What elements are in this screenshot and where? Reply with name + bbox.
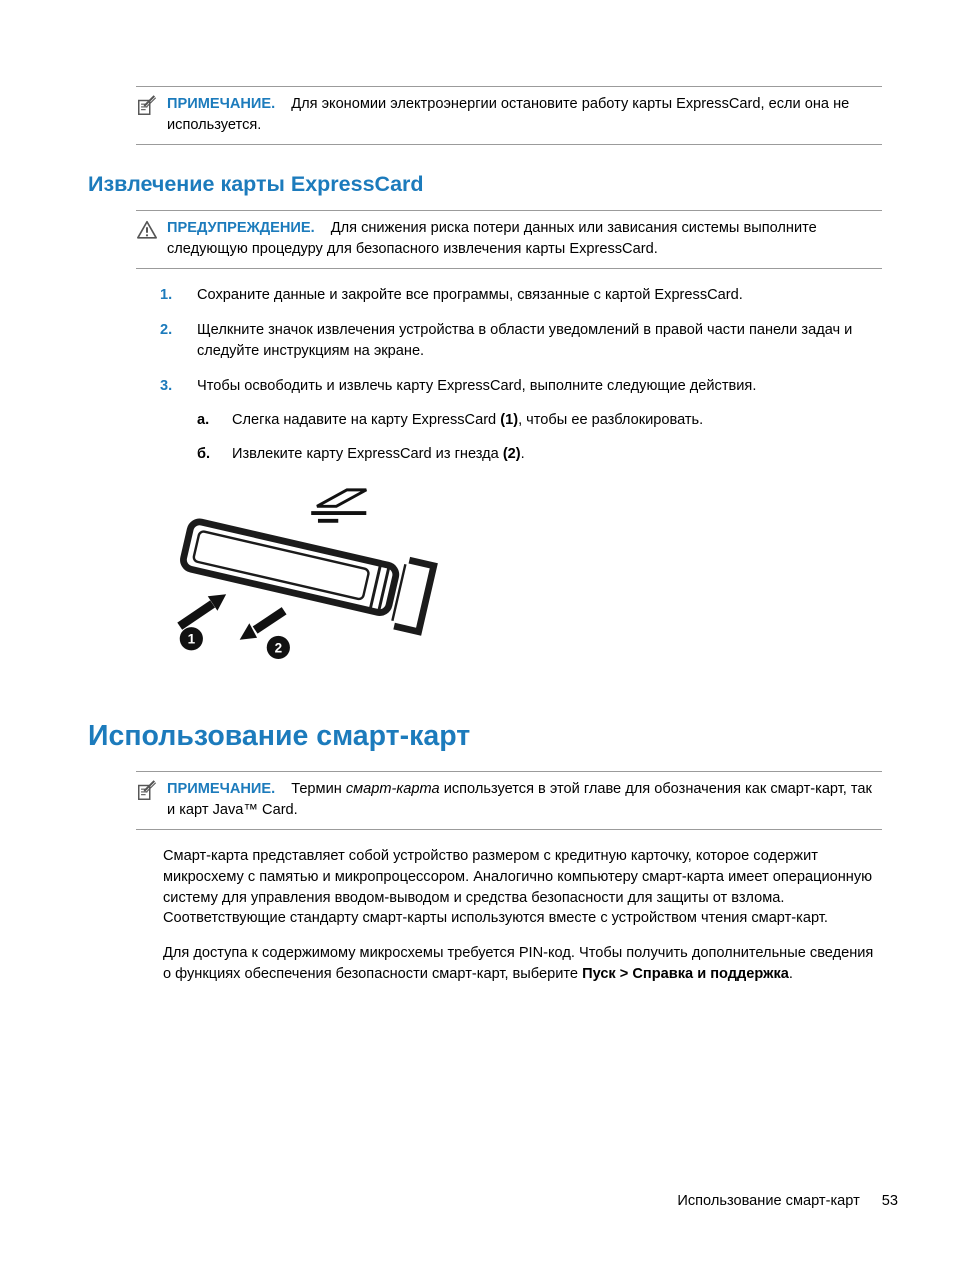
expresscard-card <box>179 510 433 631</box>
substep-b-text <box>232 444 525 465</box>
substep-a <box>197 410 882 431</box>
removal-steps <box>88 285 882 464</box>
footer-section-label: Использование смарт-карт <box>677 1193 860 1210</box>
step-1-number: 1. <box>160 287 173 304</box>
smart-card-pin-info <box>163 943 882 984</box>
caution-paragraph <box>167 218 882 259</box>
pin-info-post: . <box>788 965 793 982</box>
note-text-term: смарт-карта <box>345 780 440 797</box>
step-2-text: Щелкните значок извлечения устройства в области уведомлений в правой части панели задач и следуйте инструкциям на экране. <box>197 322 853 359</box>
substep-b-letter: б. <box>197 445 211 462</box>
step-3 <box>160 376 882 397</box>
arrow-1 <box>180 594 226 626</box>
step-1 <box>160 285 882 306</box>
step-2-number: 2. <box>160 322 173 339</box>
substep-b-callout: (2) <box>502 445 521 462</box>
substep-b <box>197 444 882 465</box>
note-label: ПРИМЕЧАНИЕ. <box>167 780 276 797</box>
section-title-smart-cards: Использование смарт-карт <box>88 720 471 753</box>
substep-a-text <box>232 410 703 431</box>
step-3-number: 3. <box>160 377 173 394</box>
note-text-post: используется в этой главе для обозначения как смарт-карт, так и карт Java™ Card. <box>167 780 872 818</box>
arrow-2 <box>240 610 284 639</box>
expresscard-removal-illustration <box>172 479 882 675</box>
note-label: ПРИМЕЧАНИЕ. <box>167 96 276 112</box>
step-1-text: Сохраните данные и закройте все программы, связанные с картой ExpressCard. <box>197 287 743 304</box>
substep-a-pre: Слегка надавите на карту ExpressCard <box>232 412 501 429</box>
note-block-expresscard-power <box>136 86 882 145</box>
note-text: Для экономии электроэнергии остановите работу карты ExpressCard, если она не используется. <box>167 96 850 133</box>
callout-2-label: 2 <box>274 639 283 655</box>
caution-text: Для снижения риска потери данных или зависания системы выполните следующую процедуру для безопасного извлечения карты ExpressCard. <box>167 219 817 257</box>
page-footer <box>677 1191 898 1212</box>
page-number: 53 <box>881 1193 898 1210</box>
note-text-pre: Термин <box>291 780 346 797</box>
eject-card-icon <box>311 490 366 521</box>
note-icon <box>136 779 158 809</box>
note-paragraph <box>167 779 882 820</box>
warning-icon <box>136 218 158 248</box>
note-icon <box>136 94 158 124</box>
note-paragraph <box>167 94 882 135</box>
pin-info-menu-path: Пуск > Справка и поддержка <box>582 965 789 982</box>
substep-a-post: , чтобы ее разблокировать. <box>518 412 704 429</box>
substep-a-callout: (1) <box>500 412 519 429</box>
substep-b-pre: Извлеките карту ExpressCard из гнезда <box>232 445 503 462</box>
step-2 <box>160 320 882 361</box>
step-3-text: Чтобы освободить и извлечь карту ExpressCard, выполните следующие действия. <box>197 377 757 394</box>
smart-card-description: Смарт-карта представляет собой устройство размером с кредитную карточку, которое содержит микросхему с памятью и микропроцессором. Аналогично компьютеру смарт-карта имеет операционную систему для управления вводом-выводом и средства безопасности для защиты от взлома. Соответствующие стандарту смарт-карты используются вместе с устройством чтения смарт-карт. <box>163 848 873 927</box>
substep-b-post: . <box>520 445 525 462</box>
caution-label: ПРЕДУПРЕЖДЕНИЕ. <box>167 219 315 236</box>
callout-1-label: 1 <box>187 631 196 647</box>
section-title-expresscard-removal: Извлечение карты ExpressCard <box>88 172 424 197</box>
substep-a-letter: а. <box>197 412 210 429</box>
caution-block <box>136 210 882 269</box>
pin-info-pre: Для доступа к содержимому микросхемы требуется PIN-код. Чтобы получить дополнительные сведения о функциях обеспечения безопасности смарт-карт, выберите <box>163 945 874 982</box>
note-block-smart-card-term <box>136 771 882 830</box>
